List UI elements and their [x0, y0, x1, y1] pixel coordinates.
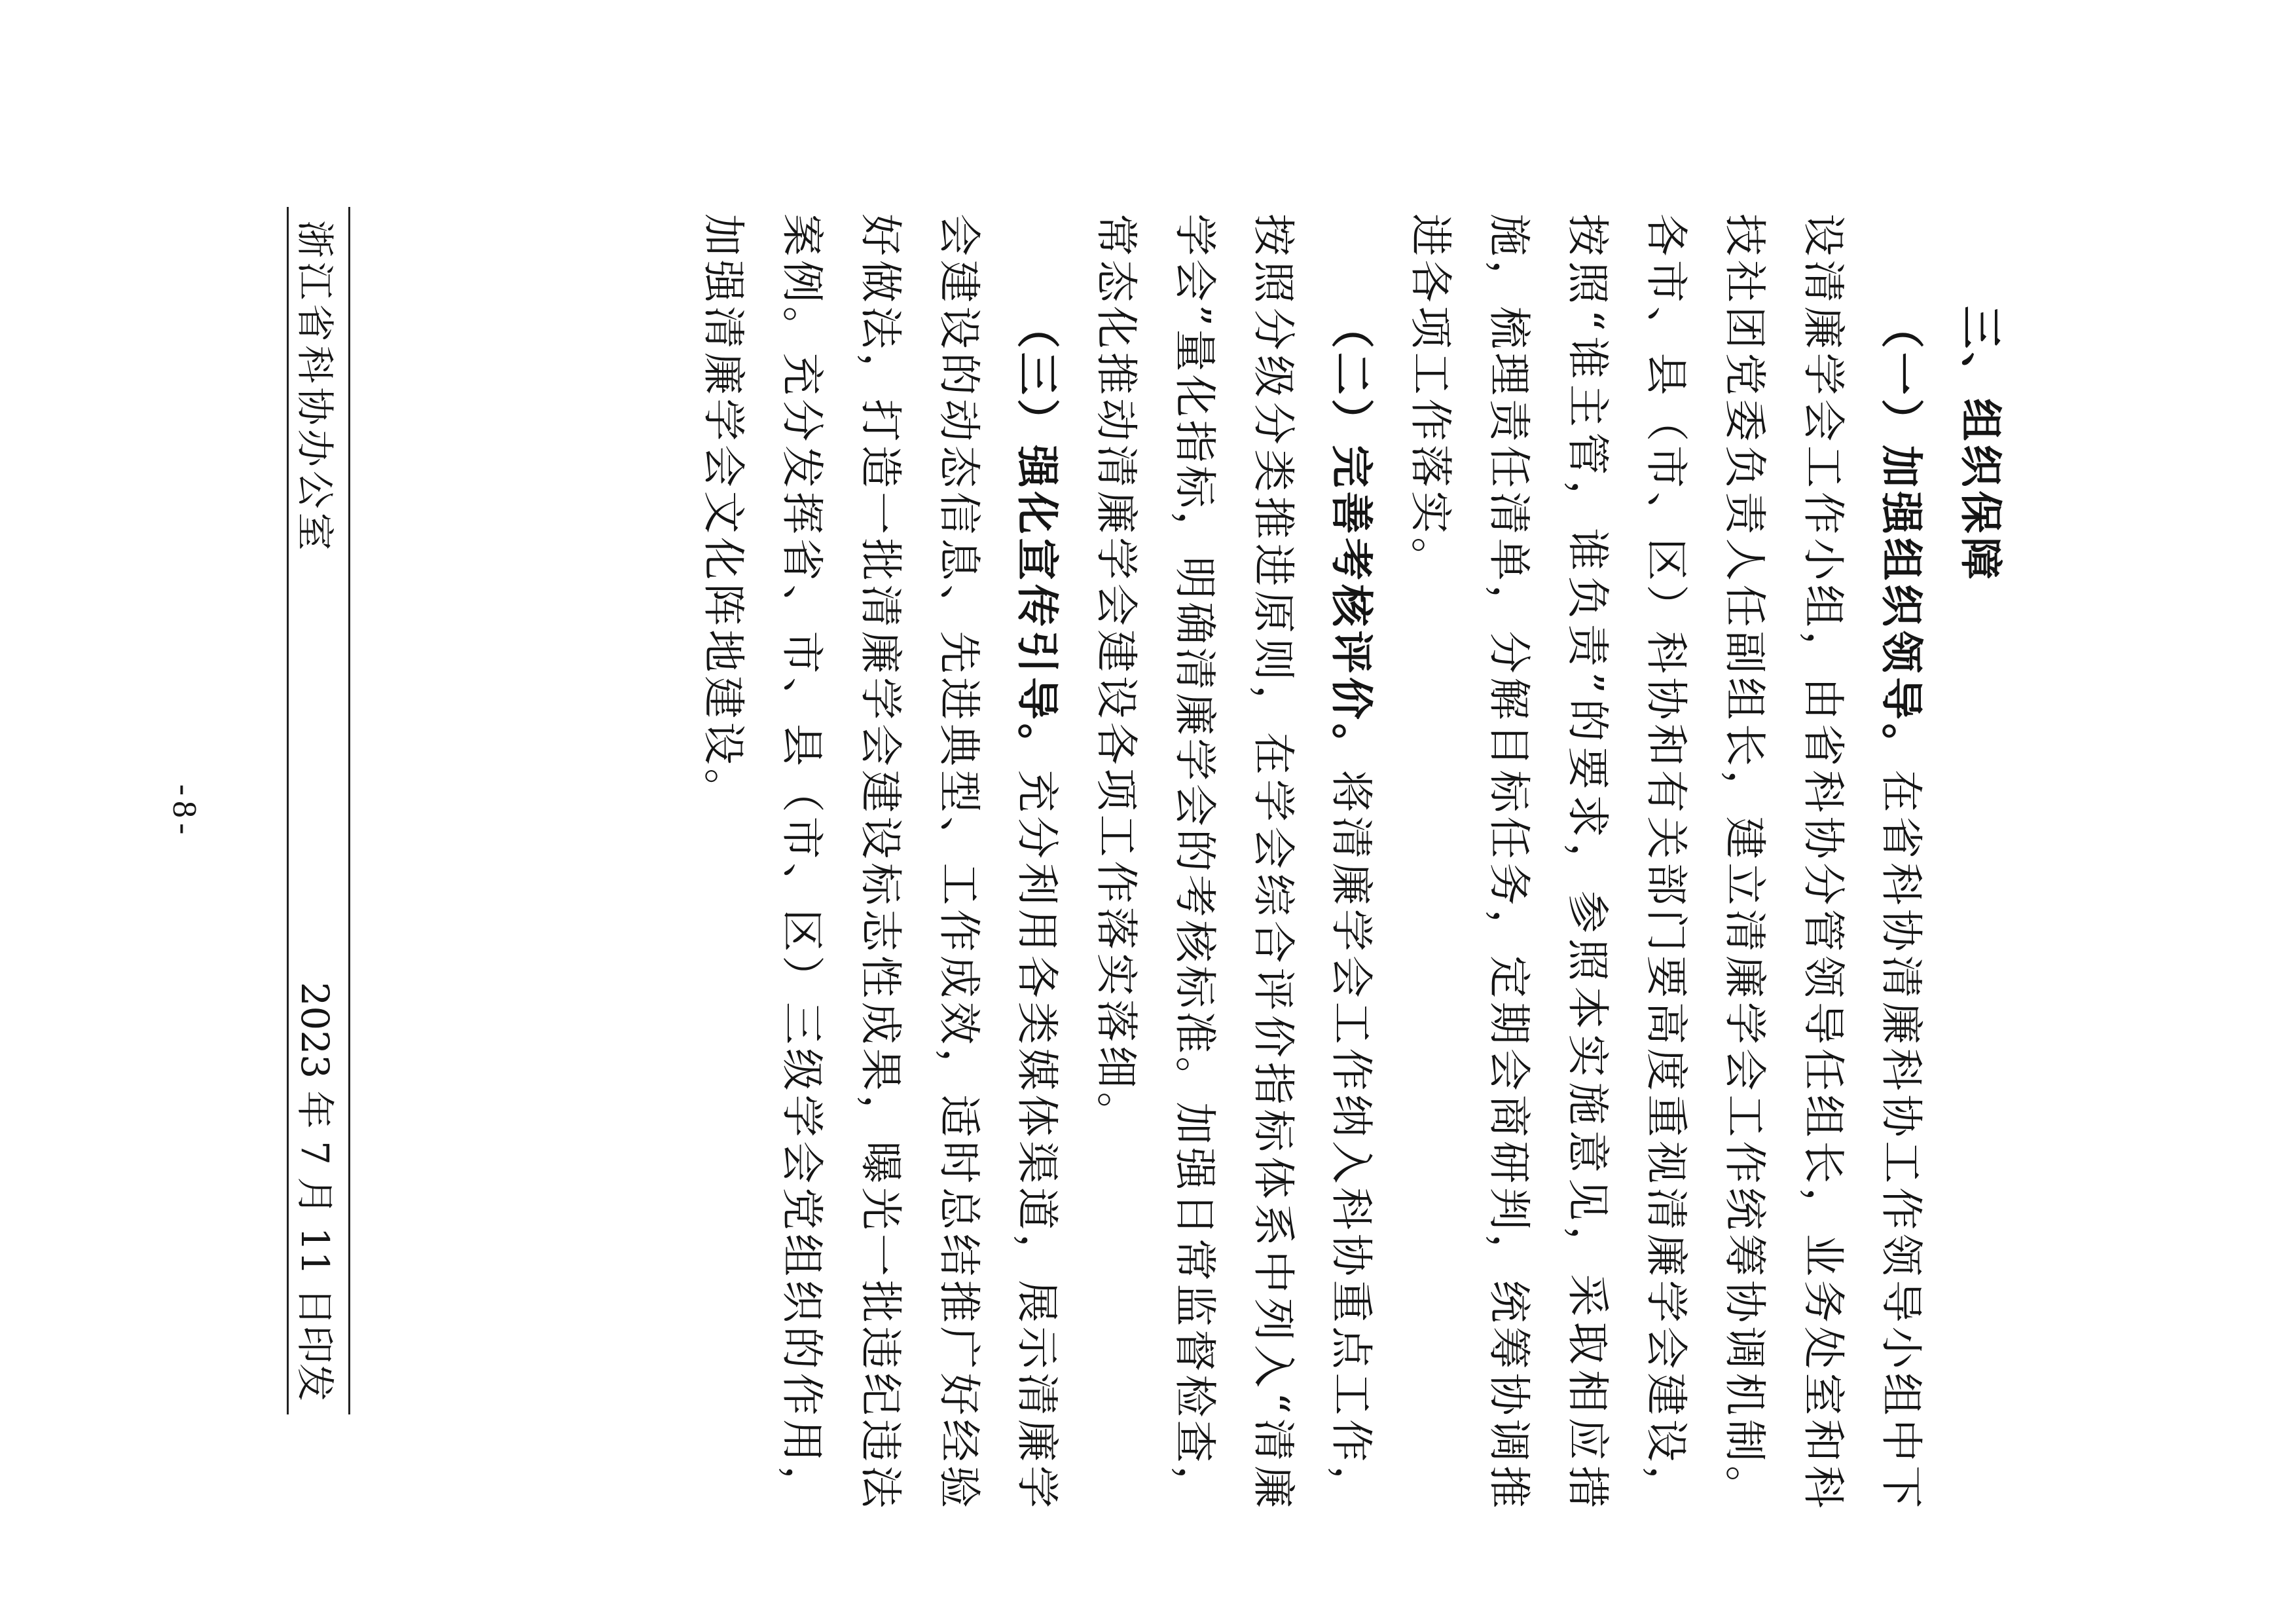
- paragraph-line: 设清廉学会工作小组，由省科协分管领导任组长，业务处室和科: [1798, 213, 1848, 1509]
- paragraph-line: 会建设的动态信息、先进典型、工作成效，适时总结推广好经验: [934, 213, 983, 1509]
- page-number: -8-: [166, 784, 203, 840]
- document-body: [683, 213, 2019, 1509]
- paragraph-line: 常态化推动清廉学会建设各项工作落实落细。: [1091, 213, 1140, 1139]
- paragraph-lead: （三）强化宣传引导。: [1012, 306, 1062, 770]
- paragraph-lead: （二）完善考核评价。: [1326, 306, 1376, 770]
- paragraph-line: 技社团党委负责人任副组长，建立清廉学会工作统筹协调机制。: [1720, 213, 1769, 1509]
- paragraph-text: 将清廉学会工作纳入科协重点工作，: [1326, 769, 1376, 1509]
- paragraph-line: 各市、县（市、区）科协和有关部门要高度重视清廉学会建设，: [1641, 213, 1690, 1509]
- issuance-footer: [287, 207, 350, 1414]
- section-heading: 三、组织保障: [1956, 306, 2005, 583]
- paragraph-line: [1862, 213, 1941, 1509]
- footer-issue-date: 2023 年 7 月 11 日印发: [293, 982, 338, 1401]
- paragraph-lead: （一）加强组织领导。: [1876, 306, 1926, 770]
- paragraph-text: 在省科协清廉科协工作领导小组中下: [1876, 769, 1925, 1509]
- paragraph-line: 施，梳理责任清单，分解目标任务，定期会商研判，统筹协调推: [1484, 213, 1533, 1509]
- paragraph-line: [1312, 213, 1391, 1509]
- paragraph-line: 按照“谁主管，谁负责”的要求，参照本实施意见，采取相应措: [1563, 213, 1612, 1509]
- paragraph-line: [998, 213, 1076, 1509]
- paragraph-line: 按照分级分类推进原则，在学会综合评价指标体系中列入“清廉: [1248, 213, 1298, 1509]
- paragraph-line: 学会”量化指标，明确清廉学会的考核标准。加强日常监督检查，: [1170, 213, 1219, 1509]
- paragraph-line: 案例。充分发挥省、市、县（市、区）三级学会党组织的作用，: [777, 213, 826, 1509]
- paragraph-line: 好做法，打造一批清廉学会建设标志性成果，曝光一批违纪违法: [856, 213, 905, 1509]
- paragraph-line: 进各项工作落实。: [1406, 213, 1455, 583]
- paragraph-line: 加强清廉学会文化阵地建设。: [699, 213, 748, 815]
- footer-issuer: 浙江省科协办公室: [293, 220, 338, 555]
- paragraph-text: 充分利用各类媒体渠道，展示清廉学: [1012, 769, 1061, 1509]
